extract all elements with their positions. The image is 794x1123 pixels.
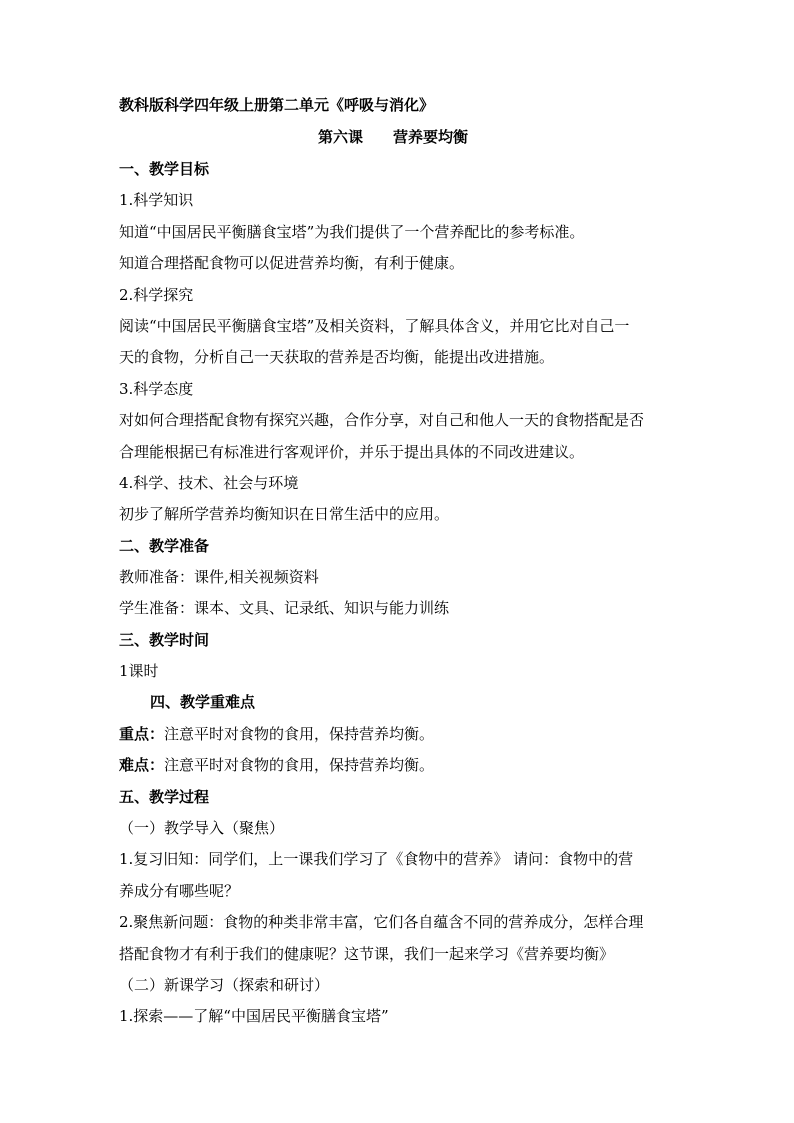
key-point-text: 注意平时对食物的食用，保持营养均衡。 [164,725,435,743]
objective-line: 知道“中国居民平衡膳食宝塔”为我们提供了一个营养配比的参考标准。 [119,223,585,241]
difficult-point-label: 难点： [119,756,165,774]
process-line: 养成分有哪些呢？ [119,882,240,900]
difficult-point-line [119,755,434,775]
section-heading-key-points: 四、教学重难点 [150,693,256,711]
section-heading-process: 五、教学过程 [119,788,210,806]
difficult-point-text: 注意平时对食物的食用，保持营养均衡。 [164,756,435,774]
unit-title: 教科版科学四年级上册第二单元《呼吸与消化》 [119,96,435,114]
key-point-line [119,724,434,744]
objective-line: 阅读“中国居民平衡膳食宝塔”及相关资料，了解具体含义，并用它比对自己一 [119,317,630,335]
time-line: 1课时 [119,662,159,680]
section-heading-preparation: 二、教学准备 [119,537,210,555]
objective-line: 合理能根据已有标准进行客观评价，并乐于提出具体的不同改进建议。 [119,443,585,461]
lesson-title: 第六课 营养要均衡 [318,128,469,146]
process-line: （一）教学导入（聚焦） [119,819,285,837]
objective-line: 3.科学态度 [119,380,194,398]
objective-line: 1.科学知识 [119,191,194,209]
preparation-line: 学生准备：课本、文具、记录纸、知识与能力训练 [119,599,450,617]
process-line: 1.探索——了解“中国居民平衡膳食宝塔” [119,1007,389,1025]
process-line: （二）新课学习（探索和研讨） [119,976,330,994]
objective-line: 对如何合理搭配食物有探究兴趣，合作分享，对自己和他人一天的食物搭配是否 [119,411,645,429]
process-line: 1.复习旧知：同学们，上一课我们学习了《食物中的营养》 请问：食物中的营 [119,850,634,868]
objective-line: 2.科学探究 [119,286,194,304]
section-heading-objectives: 一、教学目标 [119,160,210,178]
objective-line: 初步了解所学营养均衡知识在日常生活中的应用。 [119,505,450,523]
objective-line: 天的食物，分析自己一天获取的营养是否均衡，能提出改进措施。 [119,348,555,366]
process-line: 搭配食物才有利于我们的健康呢？这节课，我们一起来学习《营养要均衡》 [119,945,615,963]
process-line: 2.聚焦新问题：食物的种类非常丰富，它们各自蕴含不同的营养成分，怎样合理 [119,913,644,931]
objective-line: 知道合理搭配食物可以促进营养均衡，有利于健康。 [119,254,465,272]
objective-line: 4.科学、技术、社会与环境 [119,474,299,492]
preparation-line: 教师准备：课件,相关视频资料 [119,568,319,586]
section-heading-time: 三、教学时间 [119,631,210,649]
key-point-label: 重点： [119,725,165,743]
